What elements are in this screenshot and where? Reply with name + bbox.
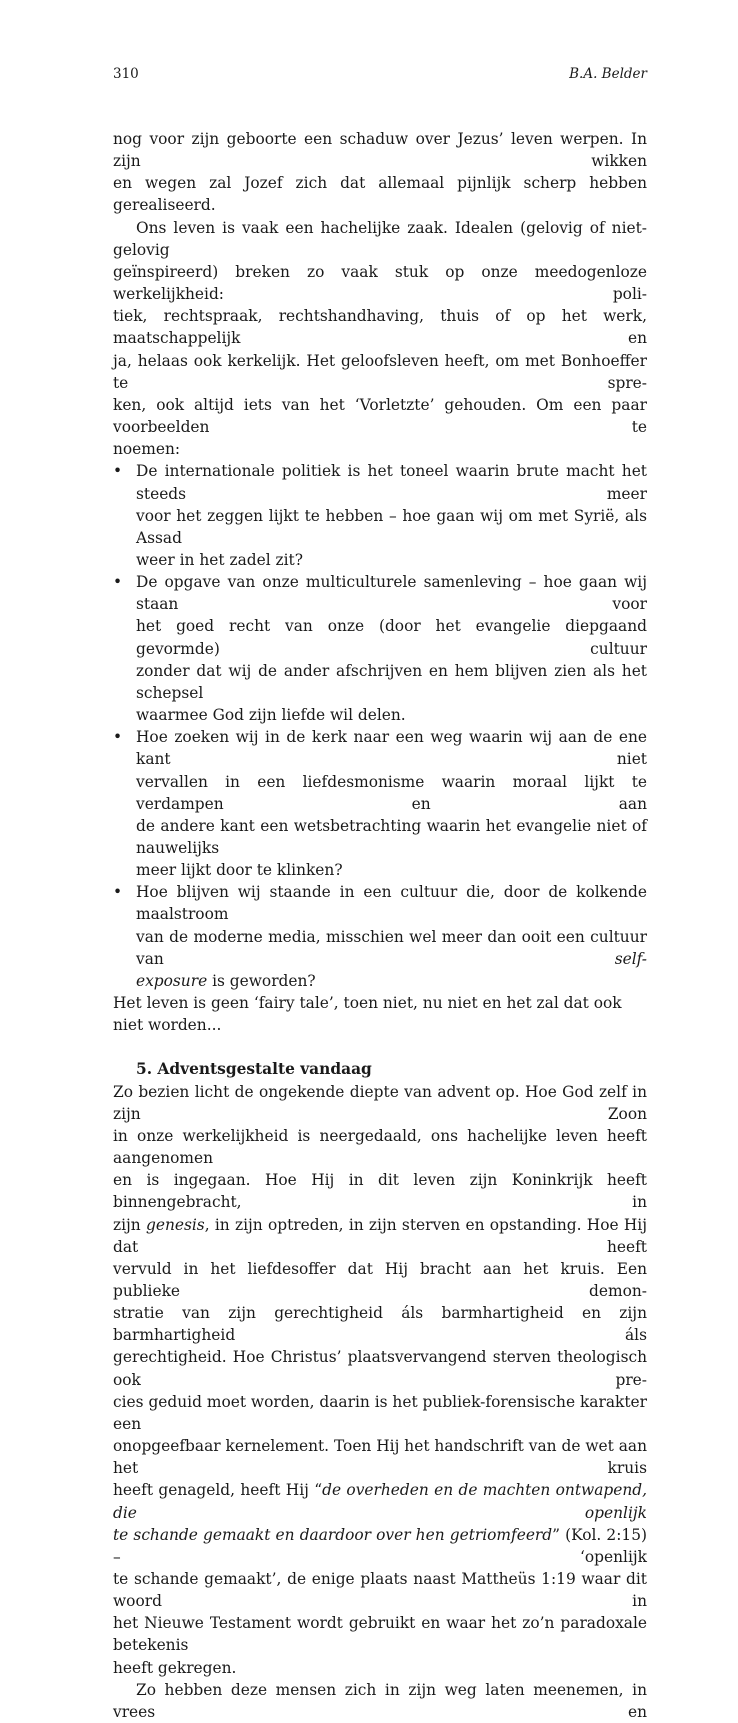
text-line — [136, 970, 647, 992]
text-run: heeft genageld, heeft Hij “ — [113, 1481, 323, 1500]
text-line: het Nieuwe Testament wordt gebruikt en waar het zo’n paradoxale betekenis — [113, 1614, 647, 1655]
text-line: gerechtigheid. Hoe Christus’ plaatsvervangend sterven theologisch ook pre- — [113, 1348, 647, 1389]
text-line: en wegen zal Jozef zich dat allemaal pijnlijk scherp hebben gerealiseerd. — [113, 174, 647, 215]
bullet-item — [113, 881, 647, 992]
text-line: noemen: — [113, 440, 181, 459]
bullet-item — [113, 726, 647, 881]
page-number: 310 — [113, 66, 139, 82]
bullet-marker: • — [113, 883, 123, 902]
text-line: onopgeefbaar kernelement. Toen Hij het handschrift van de wet aan het kruis — [113, 1437, 647, 1478]
text-run: ” (Kol. 2:15) – ‘openlijk — [113, 1525, 647, 1566]
text-line — [113, 1214, 647, 1258]
text-line: cies geduid moet worden, daarin is het publiek-forensische karakter een — [113, 1392, 647, 1433]
text-line: voor het zeggen lijkt te hebben – hoe gaan wij om met Syrië, als Assad — [136, 506, 647, 547]
italic-quote: te schande gemaakt en daardoor over hen getriomfeerd — [113, 1525, 553, 1544]
text-line: ken, ook altijd iets van het ‘Vorletzte’ gehouden. Om een paar voorbeelden te — [113, 395, 647, 437]
text-run: van de moderne media, misschien wel meer dan ooit een cultuur van — [136, 927, 647, 968]
text-line: nog voor zijn geboorte een schaduw over Jezus’ leven werpen. In zijn wikken — [113, 130, 647, 171]
text-line: Het leven is geen ‘fairy tale’, toen niet, nu niet en het zal dat ook niet worden... — [113, 994, 622, 1035]
bullet-item — [113, 571, 647, 726]
text-line: meer lijkt door te klinken? — [136, 861, 343, 880]
text-run: is geworden? — [207, 971, 316, 990]
text-line: vervallen in een liefdesmonisme waarin moraal lijkt te verdampen en aan — [136, 772, 647, 813]
paragraph-4 — [113, 1081, 647, 1679]
text-line: heeft gekregen. — [113, 1658, 237, 1677]
text-line: de andere kant een wetsbetrachting waarin het evangelie niet of nauwelijks — [136, 816, 647, 857]
body-text — [113, 128, 647, 1723]
text-line: in onze werkelijkheid is neergedaald, ons hachelijke leven heeft aangenomen — [113, 1126, 647, 1168]
bullet-marker: • — [113, 728, 123, 747]
text-line — [136, 926, 647, 970]
text-line: zonder dat wij de ander afschrijven en hem blijven zien als het schepsel — [136, 661, 647, 702]
text-line: Hoe zoeken wij in de kerk naar een weg waarin wij aan de ene kant niet — [136, 728, 647, 769]
text-line: het goed recht van onze (door het evangelie diepgaand gevormde) cultuur — [136, 617, 647, 658]
text-line: Zo hebben deze mensen zich in zijn weg laten meenemen, in vrees en — [113, 1680, 647, 1721]
paragraph-5 — [113, 1679, 647, 1723]
paragraph-1 — [113, 128, 647, 217]
text-line: ja, helaas ook kerkelijk. Het geloofsleven heeft, om met Bonhoeffer te spre- — [113, 351, 647, 392]
text-line: stratie van zijn gerechtigheid áls barmhartigheid en zijn barmhartigheid áls — [113, 1304, 647, 1345]
text-line: weer in het zadel zit? — [136, 550, 303, 569]
text-line: geïnspireerd) breken zo vaak stuk op onze meedogenloze werkelijkheid: poli- — [113, 262, 647, 304]
italic-term: self- — [614, 949, 647, 968]
text-line: vervuld in het liefdesoffer dat Hij bracht aan het kruis. Een publieke demon- — [113, 1259, 647, 1300]
text-run: , in zijn optreden, in zijn sterven en opstanding. Hoe Hij dat heeft — [113, 1215, 647, 1256]
bullet-item — [113, 460, 647, 571]
text-line: Ons leven is vaak een hachelijke zaak. Idealen (gelovig of niet-gelovig — [113, 218, 647, 259]
bullet-marker: • — [113, 462, 123, 481]
text-line: Hoe blijven wij staande in een cultuur die, door de kolkende maalstroom — [136, 883, 647, 924]
bullet-list — [113, 460, 647, 992]
text-run: zijn — [113, 1215, 146, 1234]
text-line: en is ingegaan. Hoe Hij in dit leven zijn Koninkrijk heeft binnengebracht, in — [113, 1171, 647, 1212]
text-line — [113, 1479, 647, 1523]
text-line: tiek, rechtspraak, rechtshandhaving, thuis of op het werk, maatschappelijk en — [113, 307, 647, 348]
paragraph-3 — [113, 992, 647, 1036]
text-line: Zo bezien licht de ongekende diepte van advent op. Hoe God zelf in zijn Zoon — [113, 1082, 647, 1123]
text-line: te schande gemaakt’, de enige plaats naast Mattheüs 1:19 waar dit woord in — [113, 1570, 647, 1611]
italic-term: exposure — [136, 971, 208, 990]
running-header — [113, 66, 647, 84]
text-line: De internationale politiek is het toneel waarin brute macht het steeds meer — [136, 462, 647, 503]
paragraph-2 — [113, 217, 647, 461]
bullet-marker: • — [113, 573, 123, 592]
text-line — [113, 1524, 647, 1568]
section-spacer — [113, 1036, 647, 1058]
italic-quote: de overheden en de machten ontwapend, die openlijk — [113, 1481, 647, 1522]
text-line: De opgave van onze multiculturele samenleving – hoe gaan wij staan voor — [136, 573, 647, 614]
text-line: waarmee God zijn liefde wil delen. — [136, 706, 406, 725]
italic-term: genesis — [146, 1215, 205, 1234]
section-heading: 5. Adventsgestalte vandaag — [136, 1060, 372, 1079]
running-head-author: B.A. Belder — [569, 66, 647, 82]
